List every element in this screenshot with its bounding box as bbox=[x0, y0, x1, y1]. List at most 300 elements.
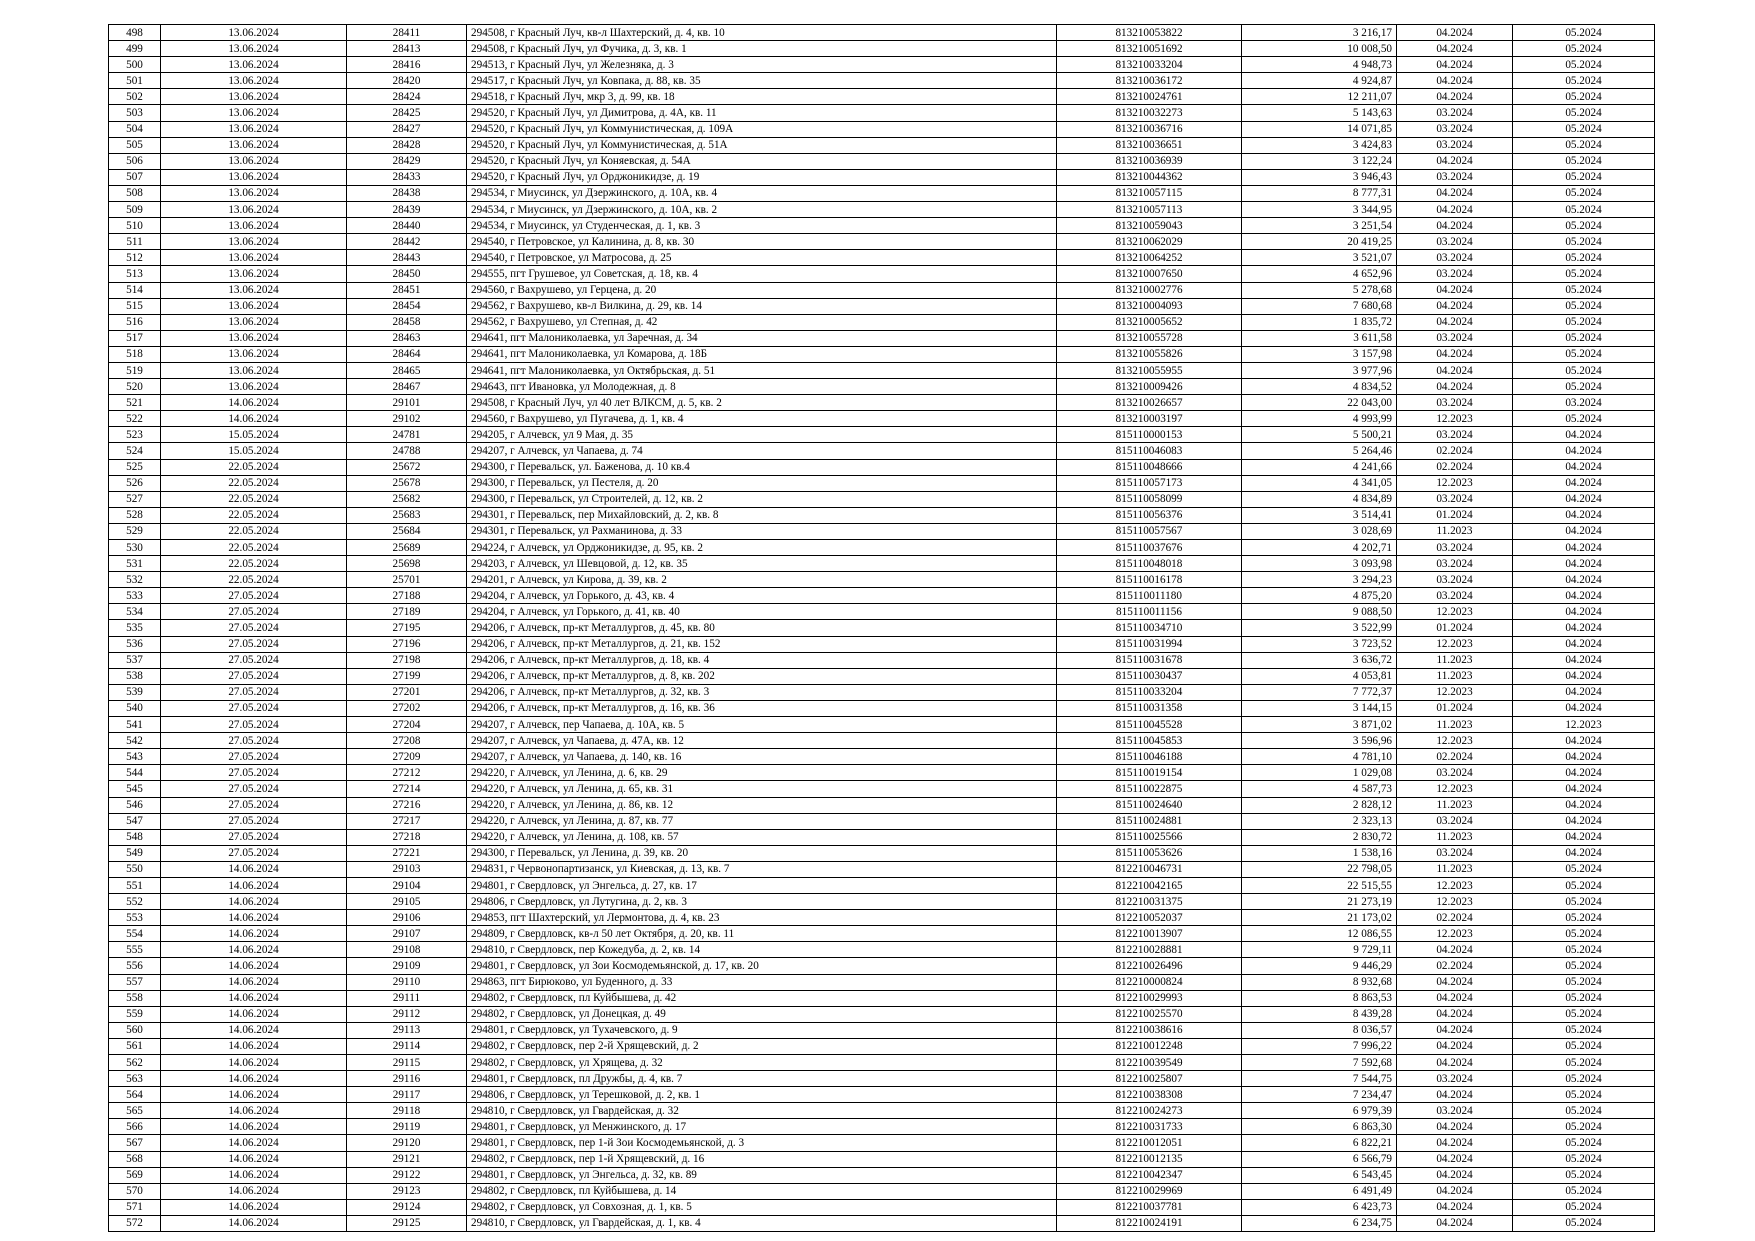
period-to-cell: 04.2024 bbox=[1513, 668, 1655, 684]
period-to-cell: 04.2024 bbox=[1513, 523, 1655, 539]
amount-cell: 22 515,55 bbox=[1242, 877, 1397, 893]
address-cell: 294809, г Свердловск, кв-л 50 лет Октября, д. 20, кв. 11 bbox=[467, 926, 1057, 942]
period-from-cell: 04.2024 bbox=[1397, 346, 1513, 362]
record-date-cell: 22.05.2024 bbox=[161, 572, 347, 588]
record-id-cell: 29123 bbox=[347, 1183, 467, 1199]
record-date-cell: 27.05.2024 bbox=[161, 765, 347, 781]
table-row bbox=[109, 105, 1655, 121]
period-to-cell: 04.2024 bbox=[1513, 572, 1655, 588]
table-row bbox=[109, 926, 1655, 942]
amount-cell: 22 798,05 bbox=[1242, 861, 1397, 877]
record-id-cell: 28433 bbox=[347, 169, 467, 185]
account-number-cell: 815110031358 bbox=[1057, 700, 1242, 716]
period-to-cell: 05.2024 bbox=[1513, 379, 1655, 395]
record-date-cell: 27.05.2024 bbox=[161, 813, 347, 829]
table-row bbox=[109, 202, 1655, 218]
record-id-cell: 28454 bbox=[347, 298, 467, 314]
address-cell: 294801, г Свердловск, пер 1-й Зои Космодемьянской, д. 3 bbox=[467, 1135, 1057, 1151]
row-number-cell: 501 bbox=[109, 73, 161, 89]
record-id-cell: 28428 bbox=[347, 137, 467, 153]
period-to-cell: 05.2024 bbox=[1513, 346, 1655, 362]
row-number-cell: 516 bbox=[109, 314, 161, 330]
amount-cell: 12 086,55 bbox=[1242, 926, 1397, 942]
record-date-cell: 13.06.2024 bbox=[161, 234, 347, 250]
period-to-cell: 05.2024 bbox=[1513, 362, 1655, 378]
record-date-cell: 22.05.2024 bbox=[161, 507, 347, 523]
row-number-cell: 555 bbox=[109, 942, 161, 958]
account-number-cell: 815110030437 bbox=[1057, 668, 1242, 684]
account-number-cell: 812210013907 bbox=[1057, 926, 1242, 942]
record-id-cell: 27214 bbox=[347, 781, 467, 797]
address-cell: 294203, г Алчевск, ул Шевцовой, д. 12, кв. 35 bbox=[467, 556, 1057, 572]
period-to-cell: 05.2024 bbox=[1513, 73, 1655, 89]
record-id-cell: 29109 bbox=[347, 958, 467, 974]
period-from-cell: 03.2024 bbox=[1397, 169, 1513, 185]
amount-cell: 3 294,23 bbox=[1242, 572, 1397, 588]
record-date-cell: 15.05.2024 bbox=[161, 427, 347, 443]
record-id-cell: 29115 bbox=[347, 1055, 467, 1071]
period-from-cell: 11.2023 bbox=[1397, 652, 1513, 668]
row-number-cell: 519 bbox=[109, 362, 161, 378]
amount-cell: 7 544,75 bbox=[1242, 1071, 1397, 1087]
table-row bbox=[109, 749, 1655, 765]
address-cell: 294831, г Червонопартизанск, ул Киевская, д. 13, кв. 7 bbox=[467, 861, 1057, 877]
address-cell: 294863, пгт Бирюково, ул Буденного, д. 33 bbox=[467, 974, 1057, 990]
address-cell: 294207, г Алчевск, пер Чапаева, д. 10А, кв. 5 bbox=[467, 717, 1057, 733]
table-row bbox=[109, 861, 1655, 877]
row-number-cell: 547 bbox=[109, 813, 161, 829]
period-to-cell: 05.2024 bbox=[1513, 234, 1655, 250]
address-cell: 294220, г Алчевск, ул Ленина, д. 6, кв. 29 bbox=[467, 765, 1057, 781]
amount-cell: 21 173,02 bbox=[1242, 910, 1397, 926]
amount-cell: 3 977,96 bbox=[1242, 362, 1397, 378]
record-date-cell: 13.06.2024 bbox=[161, 330, 347, 346]
record-id-cell: 28465 bbox=[347, 362, 467, 378]
table-row bbox=[109, 877, 1655, 893]
address-cell: 294517, г Красный Луч, ул Ковпака, д. 88, кв. 35 bbox=[467, 73, 1057, 89]
account-number-cell: 812210046731 bbox=[1057, 861, 1242, 877]
period-from-cell: 03.2024 bbox=[1397, 250, 1513, 266]
record-date-cell: 13.06.2024 bbox=[161, 362, 347, 378]
row-number-cell: 569 bbox=[109, 1167, 161, 1183]
amount-cell: 1 029,08 bbox=[1242, 765, 1397, 781]
account-number-cell: 812210042347 bbox=[1057, 1167, 1242, 1183]
record-date-cell: 15.05.2024 bbox=[161, 443, 347, 459]
table-row bbox=[109, 974, 1655, 990]
account-number-cell: 815110031678 bbox=[1057, 652, 1242, 668]
address-cell: 294220, г Алчевск, ул Ленина, д. 86, кв. 12 bbox=[467, 797, 1057, 813]
account-number-cell: 813210036651 bbox=[1057, 137, 1242, 153]
period-to-cell: 05.2024 bbox=[1513, 894, 1655, 910]
address-cell: 294206, г Алчевск, пр-кт Металлургов, д. 32, кв. 3 bbox=[467, 684, 1057, 700]
period-from-cell: 01.2024 bbox=[1397, 507, 1513, 523]
amount-cell: 2 828,12 bbox=[1242, 797, 1397, 813]
period-to-cell: 05.2024 bbox=[1513, 218, 1655, 234]
record-id-cell: 28467 bbox=[347, 379, 467, 395]
record-id-cell: 28440 bbox=[347, 218, 467, 234]
record-date-cell: 14.06.2024 bbox=[161, 894, 347, 910]
period-to-cell: 05.2024 bbox=[1513, 861, 1655, 877]
record-date-cell: 14.06.2024 bbox=[161, 411, 347, 427]
account-number-cell: 813210033204 bbox=[1057, 57, 1242, 73]
record-date-cell: 14.06.2024 bbox=[161, 1022, 347, 1038]
records-table bbox=[108, 24, 1655, 1232]
record-date-cell: 27.05.2024 bbox=[161, 652, 347, 668]
period-from-cell: 02.2024 bbox=[1397, 958, 1513, 974]
period-to-cell: 05.2024 bbox=[1513, 57, 1655, 73]
account-number-cell: 815110011156 bbox=[1057, 604, 1242, 620]
period-from-cell: 04.2024 bbox=[1397, 1006, 1513, 1022]
period-to-cell: 04.2024 bbox=[1513, 749, 1655, 765]
row-number-cell: 565 bbox=[109, 1103, 161, 1119]
row-number-cell: 507 bbox=[109, 169, 161, 185]
record-date-cell: 13.06.2024 bbox=[161, 346, 347, 362]
address-cell: 294560, г Вахрушево, ул Пугачева, д. 1, кв. 4 bbox=[467, 411, 1057, 427]
record-date-cell: 13.06.2024 bbox=[161, 218, 347, 234]
address-cell: 294802, г Свердловск, пл Куйбышева, д. 42 bbox=[467, 990, 1057, 1006]
amount-cell: 3 157,98 bbox=[1242, 346, 1397, 362]
amount-cell: 6 491,49 bbox=[1242, 1183, 1397, 1199]
record-id-cell: 27199 bbox=[347, 668, 467, 684]
address-cell: 294540, г Петровское, ул Матросова, д. 25 bbox=[467, 250, 1057, 266]
address-cell: 294204, г Алчевск, ул Горького, д. 41, кв. 40 bbox=[467, 604, 1057, 620]
record-date-cell: 27.05.2024 bbox=[161, 797, 347, 813]
record-date-cell: 14.06.2024 bbox=[161, 1119, 347, 1135]
record-date-cell: 27.05.2024 bbox=[161, 620, 347, 636]
record-date-cell: 14.06.2024 bbox=[161, 1183, 347, 1199]
record-date-cell: 14.06.2024 bbox=[161, 1199, 347, 1215]
period-to-cell: 05.2024 bbox=[1513, 1119, 1655, 1135]
record-id-cell: 29101 bbox=[347, 395, 467, 411]
table-row bbox=[109, 733, 1655, 749]
period-to-cell: 05.2024 bbox=[1513, 105, 1655, 121]
record-id-cell: 25689 bbox=[347, 540, 467, 556]
period-to-cell: 04.2024 bbox=[1513, 684, 1655, 700]
table-row bbox=[109, 475, 1655, 491]
row-number-cell: 572 bbox=[109, 1215, 161, 1231]
period-to-cell: 05.2024 bbox=[1513, 1103, 1655, 1119]
period-to-cell: 05.2024 bbox=[1513, 1167, 1655, 1183]
table-row bbox=[109, 25, 1655, 41]
row-number-cell: 562 bbox=[109, 1055, 161, 1071]
record-date-cell: 13.06.2024 bbox=[161, 153, 347, 169]
record-id-cell: 27216 bbox=[347, 797, 467, 813]
amount-cell: 4 781,10 bbox=[1242, 749, 1397, 765]
account-number-cell: 815110058099 bbox=[1057, 491, 1242, 507]
amount-cell: 8 863,53 bbox=[1242, 990, 1397, 1006]
period-to-cell: 05.2024 bbox=[1513, 1022, 1655, 1038]
record-date-cell: 13.06.2024 bbox=[161, 41, 347, 57]
account-number-cell: 813210059043 bbox=[1057, 218, 1242, 234]
address-cell: 294802, г Свердловск, ул Совхозная, д. 1, кв. 5 bbox=[467, 1199, 1057, 1215]
row-number-cell: 546 bbox=[109, 797, 161, 813]
row-number-cell: 553 bbox=[109, 910, 161, 926]
period-from-cell: 04.2024 bbox=[1397, 1215, 1513, 1231]
row-number-cell: 567 bbox=[109, 1135, 161, 1151]
table-row bbox=[109, 1183, 1655, 1199]
period-from-cell: 03.2024 bbox=[1397, 137, 1513, 153]
address-cell: 294806, г Свердловск, ул Терешковой, д. 2, кв. 1 bbox=[467, 1087, 1057, 1103]
record-date-cell: 22.05.2024 bbox=[161, 475, 347, 491]
record-date-cell: 14.06.2024 bbox=[161, 1167, 347, 1183]
amount-cell: 6 863,30 bbox=[1242, 1119, 1397, 1135]
account-number-cell: 813210003197 bbox=[1057, 411, 1242, 427]
period-to-cell: 04.2024 bbox=[1513, 427, 1655, 443]
period-from-cell: 04.2024 bbox=[1397, 89, 1513, 105]
record-id-cell: 29121 bbox=[347, 1151, 467, 1167]
address-cell: 294206, г Алчевск, пр-кт Металлургов, д. 18, кв. 4 bbox=[467, 652, 1057, 668]
record-id-cell: 25682 bbox=[347, 491, 467, 507]
row-number-cell: 524 bbox=[109, 443, 161, 459]
amount-cell: 7 996,22 bbox=[1242, 1038, 1397, 1054]
record-id-cell: 29102 bbox=[347, 411, 467, 427]
period-from-cell: 01.2024 bbox=[1397, 700, 1513, 716]
address-cell: 294301, г Перевальск, пер Михайловский, д. 2, кв. 8 bbox=[467, 507, 1057, 523]
record-id-cell: 29112 bbox=[347, 1006, 467, 1022]
amount-cell: 9 446,29 bbox=[1242, 958, 1397, 974]
amount-cell: 9 729,11 bbox=[1242, 942, 1397, 958]
account-number-cell: 812210026496 bbox=[1057, 958, 1242, 974]
amount-cell: 10 008,50 bbox=[1242, 41, 1397, 57]
row-number-cell: 513 bbox=[109, 266, 161, 282]
address-cell: 294534, г Миусинск, ул Дзержинского, д. 10А, кв. 2 bbox=[467, 202, 1057, 218]
account-number-cell: 815110022875 bbox=[1057, 781, 1242, 797]
address-cell: 294224, г Алчевск, ул Орджоникидзе, д. 95, кв. 2 bbox=[467, 540, 1057, 556]
period-to-cell: 05.2024 bbox=[1513, 958, 1655, 974]
period-to-cell: 05.2024 bbox=[1513, 990, 1655, 1006]
row-number-cell: 518 bbox=[109, 346, 161, 362]
period-to-cell: 05.2024 bbox=[1513, 1087, 1655, 1103]
period-to-cell: 05.2024 bbox=[1513, 250, 1655, 266]
address-cell: 294806, г Свердловск, ул Лутугина, д. 2, кв. 3 bbox=[467, 894, 1057, 910]
address-cell: 294641, пгт Малониколаевка, ул Заречная, д. 34 bbox=[467, 330, 1057, 346]
period-to-cell: 04.2024 bbox=[1513, 540, 1655, 556]
period-to-cell: 04.2024 bbox=[1513, 765, 1655, 781]
record-date-cell: 22.05.2024 bbox=[161, 523, 347, 539]
record-date-cell: 22.05.2024 bbox=[161, 540, 347, 556]
table-row bbox=[109, 266, 1655, 282]
amount-cell: 3 122,24 bbox=[1242, 153, 1397, 169]
period-from-cell: 11.2023 bbox=[1397, 829, 1513, 845]
record-date-cell: 14.06.2024 bbox=[161, 942, 347, 958]
row-number-cell: 514 bbox=[109, 282, 161, 298]
record-date-cell: 27.05.2024 bbox=[161, 829, 347, 845]
record-date-cell: 27.05.2024 bbox=[161, 636, 347, 652]
record-id-cell: 28424 bbox=[347, 89, 467, 105]
table-row bbox=[109, 1119, 1655, 1135]
amount-cell: 14 071,85 bbox=[1242, 121, 1397, 137]
account-number-cell: 815110053626 bbox=[1057, 845, 1242, 861]
account-number-cell: 813210051692 bbox=[1057, 41, 1242, 57]
record-id-cell: 27208 bbox=[347, 733, 467, 749]
row-number-cell: 535 bbox=[109, 620, 161, 636]
account-number-cell: 815110025566 bbox=[1057, 829, 1242, 845]
amount-cell: 4 924,87 bbox=[1242, 73, 1397, 89]
table-row bbox=[109, 346, 1655, 362]
row-number-cell: 515 bbox=[109, 298, 161, 314]
amount-cell: 5 264,46 bbox=[1242, 443, 1397, 459]
period-from-cell: 04.2024 bbox=[1397, 990, 1513, 1006]
amount-cell: 7 234,47 bbox=[1242, 1087, 1397, 1103]
record-id-cell: 29116 bbox=[347, 1071, 467, 1087]
period-to-cell: 04.2024 bbox=[1513, 797, 1655, 813]
table-row bbox=[109, 523, 1655, 539]
period-to-cell: 05.2024 bbox=[1513, 266, 1655, 282]
account-number-cell: 815110056376 bbox=[1057, 507, 1242, 523]
table-row bbox=[109, 121, 1655, 137]
period-to-cell: 04.2024 bbox=[1513, 636, 1655, 652]
record-id-cell: 29110 bbox=[347, 974, 467, 990]
record-date-cell: 22.05.2024 bbox=[161, 556, 347, 572]
address-cell: 294220, г Алчевск, ул Ленина, д. 87, кв. 77 bbox=[467, 813, 1057, 829]
record-id-cell: 27189 bbox=[347, 604, 467, 620]
row-number-cell: 528 bbox=[109, 507, 161, 523]
amount-cell: 3 871,02 bbox=[1242, 717, 1397, 733]
account-number-cell: 815110045528 bbox=[1057, 717, 1242, 733]
table-row bbox=[109, 1103, 1655, 1119]
record-id-cell: 28443 bbox=[347, 250, 467, 266]
period-to-cell: 04.2024 bbox=[1513, 781, 1655, 797]
account-number-cell: 812210029969 bbox=[1057, 1183, 1242, 1199]
period-to-cell: 05.2024 bbox=[1513, 41, 1655, 57]
record-date-cell: 13.06.2024 bbox=[161, 73, 347, 89]
period-to-cell: 05.2024 bbox=[1513, 1151, 1655, 1167]
amount-cell: 4 652,96 bbox=[1242, 266, 1397, 282]
record-id-cell: 28450 bbox=[347, 266, 467, 282]
table-row bbox=[109, 765, 1655, 781]
address-cell: 294520, г Красный Луч, ул Коммунистическая, д. 109А bbox=[467, 121, 1057, 137]
amount-cell: 8 777,31 bbox=[1242, 185, 1397, 201]
record-id-cell: 29106 bbox=[347, 910, 467, 926]
table-row bbox=[109, 813, 1655, 829]
row-number-cell: 512 bbox=[109, 250, 161, 266]
amount-cell: 4 834,52 bbox=[1242, 379, 1397, 395]
account-number-cell: 812210024273 bbox=[1057, 1103, 1242, 1119]
record-date-cell: 13.06.2024 bbox=[161, 202, 347, 218]
period-from-cell: 04.2024 bbox=[1397, 1151, 1513, 1167]
period-from-cell: 03.2024 bbox=[1397, 556, 1513, 572]
account-number-cell: 812210042165 bbox=[1057, 877, 1242, 893]
period-to-cell: 05.2024 bbox=[1513, 411, 1655, 427]
table-row bbox=[109, 443, 1655, 459]
account-number-cell: 813210055728 bbox=[1057, 330, 1242, 346]
table-row bbox=[109, 459, 1655, 475]
account-number-cell: 813210044362 bbox=[1057, 169, 1242, 185]
record-id-cell: 29117 bbox=[347, 1087, 467, 1103]
period-from-cell: 03.2024 bbox=[1397, 234, 1513, 250]
account-number-cell: 813210004093 bbox=[1057, 298, 1242, 314]
address-cell: 294508, г Красный Луч, ул 40 лет ВЛКСМ, д. 5, кв. 2 bbox=[467, 395, 1057, 411]
period-from-cell: 12.2023 bbox=[1397, 877, 1513, 893]
record-date-cell: 13.06.2024 bbox=[161, 89, 347, 105]
period-from-cell: 12.2023 bbox=[1397, 475, 1513, 491]
record-date-cell: 27.05.2024 bbox=[161, 604, 347, 620]
account-number-cell: 813210032273 bbox=[1057, 105, 1242, 121]
address-cell: 294643, пгт Ивановка, ул Молодежная, д. 8 bbox=[467, 379, 1057, 395]
address-cell: 294206, г Алчевск, пр-кт Металлургов, д. 8, кв. 202 bbox=[467, 668, 1057, 684]
address-cell: 294562, г Вахрушево, ул Степная, д. 42 bbox=[467, 314, 1057, 330]
address-cell: 294801, г Свердловск, ул Менжинского, д. 17 bbox=[467, 1119, 1057, 1135]
table-row bbox=[109, 234, 1655, 250]
table-row bbox=[109, 910, 1655, 926]
record-id-cell: 29125 bbox=[347, 1215, 467, 1231]
row-number-cell: 570 bbox=[109, 1183, 161, 1199]
table-row bbox=[109, 942, 1655, 958]
table-row bbox=[109, 153, 1655, 169]
row-number-cell: 530 bbox=[109, 540, 161, 556]
period-from-cell: 04.2024 bbox=[1397, 153, 1513, 169]
address-cell: 294641, пгт Малониколаевка, ул Комарова, д. 18Б bbox=[467, 346, 1057, 362]
amount-cell: 8 932,68 bbox=[1242, 974, 1397, 990]
table-row bbox=[109, 1055, 1655, 1071]
table-row bbox=[109, 218, 1655, 234]
record-id-cell: 29111 bbox=[347, 990, 467, 1006]
account-number-cell: 815110011180 bbox=[1057, 588, 1242, 604]
account-number-cell: 812210025570 bbox=[1057, 1006, 1242, 1022]
row-number-cell: 526 bbox=[109, 475, 161, 491]
amount-cell: 3 344,95 bbox=[1242, 202, 1397, 218]
record-id-cell: 24788 bbox=[347, 443, 467, 459]
record-id-cell: 28463 bbox=[347, 330, 467, 346]
period-from-cell: 04.2024 bbox=[1397, 379, 1513, 395]
address-cell: 294801, г Свердловск, пл Дружбы, д. 4, кв. 7 bbox=[467, 1071, 1057, 1087]
period-from-cell: 12.2023 bbox=[1397, 411, 1513, 427]
address-cell: 294300, г Перевальск, ул Ленина, д. 39, кв. 20 bbox=[467, 845, 1057, 861]
account-number-cell: 815110046188 bbox=[1057, 749, 1242, 765]
row-number-cell: 540 bbox=[109, 700, 161, 716]
period-to-cell: 05.2024 bbox=[1513, 298, 1655, 314]
account-number-cell: 812210031375 bbox=[1057, 894, 1242, 910]
amount-cell: 1 538,16 bbox=[1242, 845, 1397, 861]
record-date-cell: 27.05.2024 bbox=[161, 588, 347, 604]
account-number-cell: 815110057567 bbox=[1057, 523, 1242, 539]
period-from-cell: 04.2024 bbox=[1397, 314, 1513, 330]
amount-cell: 4 241,66 bbox=[1242, 459, 1397, 475]
record-id-cell: 28425 bbox=[347, 105, 467, 121]
amount-cell: 2 830,72 bbox=[1242, 829, 1397, 845]
table-row bbox=[109, 379, 1655, 395]
address-cell: 294853, пгт Шахтерский, ул Лермонтова, д. 4, кв. 23 bbox=[467, 910, 1057, 926]
amount-cell: 4 587,73 bbox=[1242, 781, 1397, 797]
amount-cell: 2 323,13 bbox=[1242, 813, 1397, 829]
address-cell: 294560, г Вахрушево, ул Герцена, д. 20 bbox=[467, 282, 1057, 298]
address-cell: 294801, г Свердловск, ул Энгельса, д. 32, кв. 89 bbox=[467, 1167, 1057, 1183]
period-to-cell: 05.2024 bbox=[1513, 877, 1655, 893]
period-from-cell: 04.2024 bbox=[1397, 25, 1513, 41]
record-id-cell: 25672 bbox=[347, 459, 467, 475]
period-from-cell: 04.2024 bbox=[1397, 298, 1513, 314]
table-row bbox=[109, 298, 1655, 314]
record-id-cell: 29107 bbox=[347, 926, 467, 942]
address-cell: 294641, пгт Малониколаевка, ул Октябрьская, д. 51 bbox=[467, 362, 1057, 378]
record-date-cell: 22.05.2024 bbox=[161, 491, 347, 507]
table-row bbox=[109, 137, 1655, 153]
table-row bbox=[109, 668, 1655, 684]
period-from-cell: 12.2023 bbox=[1397, 781, 1513, 797]
period-from-cell: 04.2024 bbox=[1397, 1022, 1513, 1038]
amount-cell: 3 514,41 bbox=[1242, 507, 1397, 523]
account-number-cell: 815110033204 bbox=[1057, 684, 1242, 700]
record-id-cell: 27209 bbox=[347, 749, 467, 765]
record-id-cell: 27195 bbox=[347, 620, 467, 636]
period-to-cell: 04.2024 bbox=[1513, 459, 1655, 475]
record-date-cell: 13.06.2024 bbox=[161, 25, 347, 41]
row-number-cell: 548 bbox=[109, 829, 161, 845]
row-number-cell: 521 bbox=[109, 395, 161, 411]
address-cell: 294540, г Петровское, ул Калинина, д. 8, кв. 30 bbox=[467, 234, 1057, 250]
period-from-cell: 03.2024 bbox=[1397, 765, 1513, 781]
row-number-cell: 538 bbox=[109, 668, 161, 684]
